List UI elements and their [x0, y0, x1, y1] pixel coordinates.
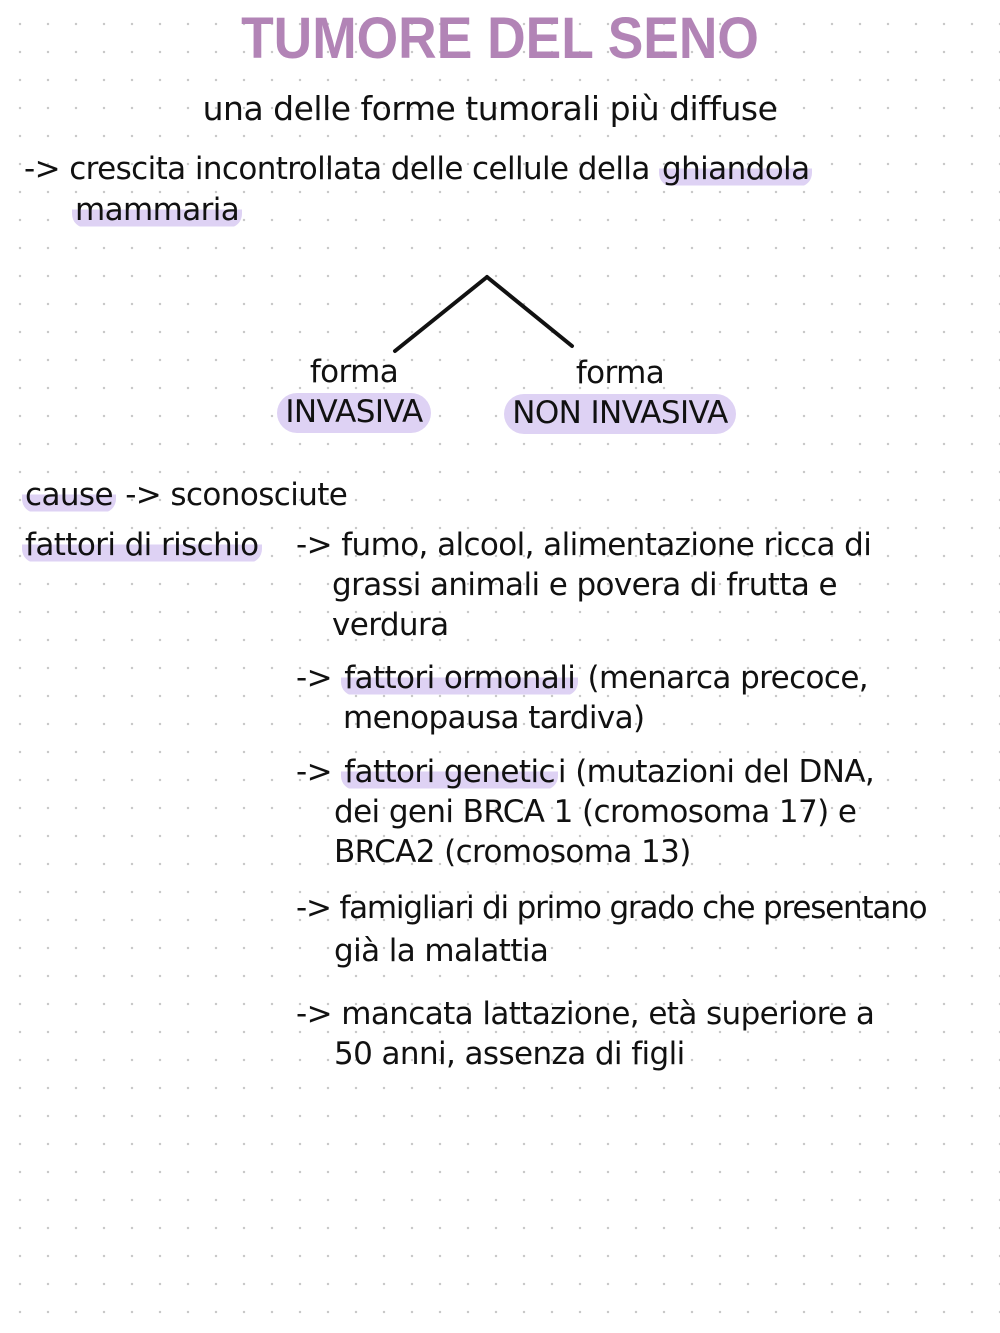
risk-item-4-line-2: già la malattia	[334, 933, 549, 969]
risk-item-1-line-2: grassi animali e povera di frutta e	[332, 567, 837, 603]
arrow: ->	[296, 996, 332, 1032]
highlight-non-invasiva: NON INVASIVA	[504, 394, 735, 434]
risk-item-3-line-2: dei geni BRCA 1 (cromosoma 17) e	[334, 794, 857, 830]
risk-item-1-line-1	[296, 527, 872, 563]
risk-item-text: mancata lattazione, età superiore a	[341, 996, 875, 1032]
arrow: ->	[296, 890, 331, 926]
causes-line	[22, 477, 348, 513]
subtitle: una delle forme tumorali più diffuse	[202, 89, 778, 128]
definition-text: crescita incontrollata delle cellule della	[69, 151, 650, 187]
causes-text: sconosciute	[170, 477, 348, 513]
arrow: ->	[125, 477, 162, 513]
risk-item-1-line-3: verdura	[332, 607, 449, 643]
risk-item-text: (menarca precoce,	[587, 660, 869, 696]
risk-item-5-line-1	[296, 996, 875, 1032]
causes-label: cause	[22, 477, 116, 513]
risk-item-text: famigliari di primo grado che presentano	[339, 890, 927, 926]
arrow: ->	[296, 754, 332, 790]
risk-factors-label	[22, 527, 262, 563]
risk-item-5-line-2: 50 anni, assenza di figli	[334, 1036, 685, 1072]
arrow: ->	[296, 527, 332, 563]
form-invasive-label: forma	[309, 354, 399, 390]
arrow: ->	[24, 151, 60, 187]
highlight-invasiva: INVASIVA	[277, 393, 430, 433]
page-title: TUMORE DEL SENO	[241, 6, 759, 71]
risk-item-4-line-1	[296, 890, 927, 926]
risk-item-text: fumo, alcool, alimentazione ricca di	[341, 527, 872, 563]
risk-item-2-line-2: menopausa tardiva)	[343, 700, 645, 736]
highlight-fattori-ormonali: fattori ormonali	[341, 660, 578, 696]
highlight-fattori-genetici: fattori genetic	[341, 754, 558, 790]
risk-item-text: i (mutazioni del DNA,	[557, 754, 875, 790]
form-non-invasive-label: forma	[575, 355, 665, 391]
highlight-mammaria: mammaria	[72, 192, 242, 228]
highlight-risk-factors: fattori di rischio	[22, 527, 262, 563]
branch-lines	[0, 0, 1000, 460]
risk-item-3-line-3: BRCA2 (cromosoma 13)	[334, 834, 691, 870]
risk-item-2-line-1	[296, 660, 869, 696]
arrow: ->	[296, 660, 332, 696]
risk-item-3-line-1	[296, 754, 875, 790]
form-non-invasive	[470, 395, 770, 431]
highlight-ghiandola: ghiandola	[659, 151, 812, 187]
form-invasive	[254, 394, 454, 430]
